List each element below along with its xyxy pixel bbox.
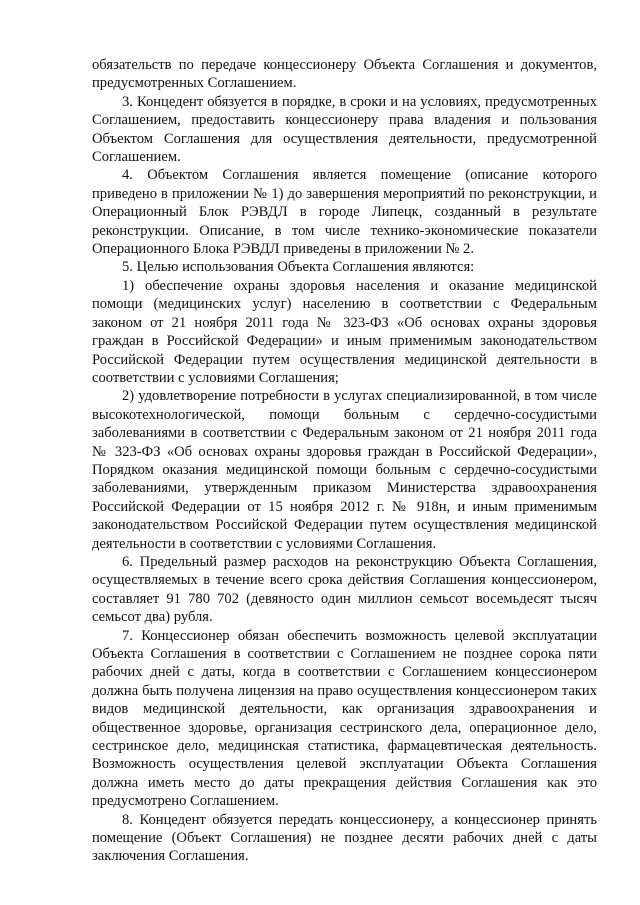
document-page bbox=[92, 56, 597, 866]
paragraph-3: 3. Концедент обязуется в порядке, в сроки и на условиях, предусмотренных Соглашением, предоставить концессионеру права владения и пользования Объектом Соглашения для осуществления деятельности, предусмотренной Соглашением. bbox=[92, 93, 597, 166]
paragraph-8: 8. Концедент обязуется передать концессионеру, а концессионер принять помещение (Объект Соглашения) не позднее десяти рабочих дней с даты заключения Соглашения. bbox=[92, 811, 597, 865]
paragraph-continuation: обязательств по передаче концессионеру Объекта Соглашения и документов, предусмотренных Соглашением. bbox=[92, 57, 597, 92]
paragraph-6: 6. Предельный размер расходов на реконструкцию Объекта Соглашения, осуществляемых в течение всего срока действия Соглашения концессионером, составляет 91 780 702 (девяносто один миллион семьсот восемьдесят тысяч семьсот два) рубля. bbox=[92, 553, 597, 626]
paragraph-4: 4. Объектом Соглашения является помещение (описание которого приведено в приложении № 1) до завершения мероприятий по реконструкции, и Операционный Блок РЭВДЛ в городе Липецк, созданный в результате реконструкции. Описание, в том числе технико-экономические показатели Операционного Блока РЭВДЛ приведены в приложении № 2. bbox=[92, 167, 597, 258]
paragraph-7: 7. Концессионер обязан обеспечить возможность целевой эксплуатации Объекта Соглашения в соответствии с Соглашением не позднее сорока пяти рабочих дней с даты, когда в соответствии с Соглашением концессионером должна быть получена лицензия на право осуществления концессионером таких видов медицинской деятельности, как организация здравоохранения и общественное здоровье, организация сестринского дела, операционное дело, сестринское дело, медицинская статистика, фармацевтическая деятельность. Возможность осуществления целевой эксплуатации Объекта Соглашения должна иметь место до даты прекращения действия Соглашения как это предусмотрено Соглашением. bbox=[92, 627, 597, 810]
paragraph-5-item-2: 2) удовлетворение потребности в услугах специализированной, в том числе высокотехнологической, помощи больным с сердечно-сосудистыми заболеваниями в соответствии с Федеральным законом от 21 ноября 2011 года № 323-ФЗ «Об основах охраны здоровья граждан в Российской Федерации», Порядком оказания медицинской помощи больным с сердечно-сосудистыми заболеваниями, утвержденным приказом Министерства здравоохранения Российской Федерации от 15 ноября 2012 г. № 918н, и иным применимым законодательством Российской Федерации путем осуществления медицинской деятельности в соответствии с условиями Соглашения. bbox=[92, 388, 597, 552]
paragraph-5-item-1: 1) обеспечение охраны здоровья населения и оказание медицинской помощи (медицинских услуг) населению в соответствии с Федеральным законом от 21 ноября 2011 года № 323-ФЗ «Об основах охраны здоровья граждан в Российской Федерации» и иным применимым законодательством Российской Федерации путем осуществления медицинской деятельности в соответствии с условиями Соглашения; bbox=[92, 277, 597, 386]
paragraph-5: 5. Целью использования Объекта Соглашения являются: bbox=[122, 259, 475, 276]
